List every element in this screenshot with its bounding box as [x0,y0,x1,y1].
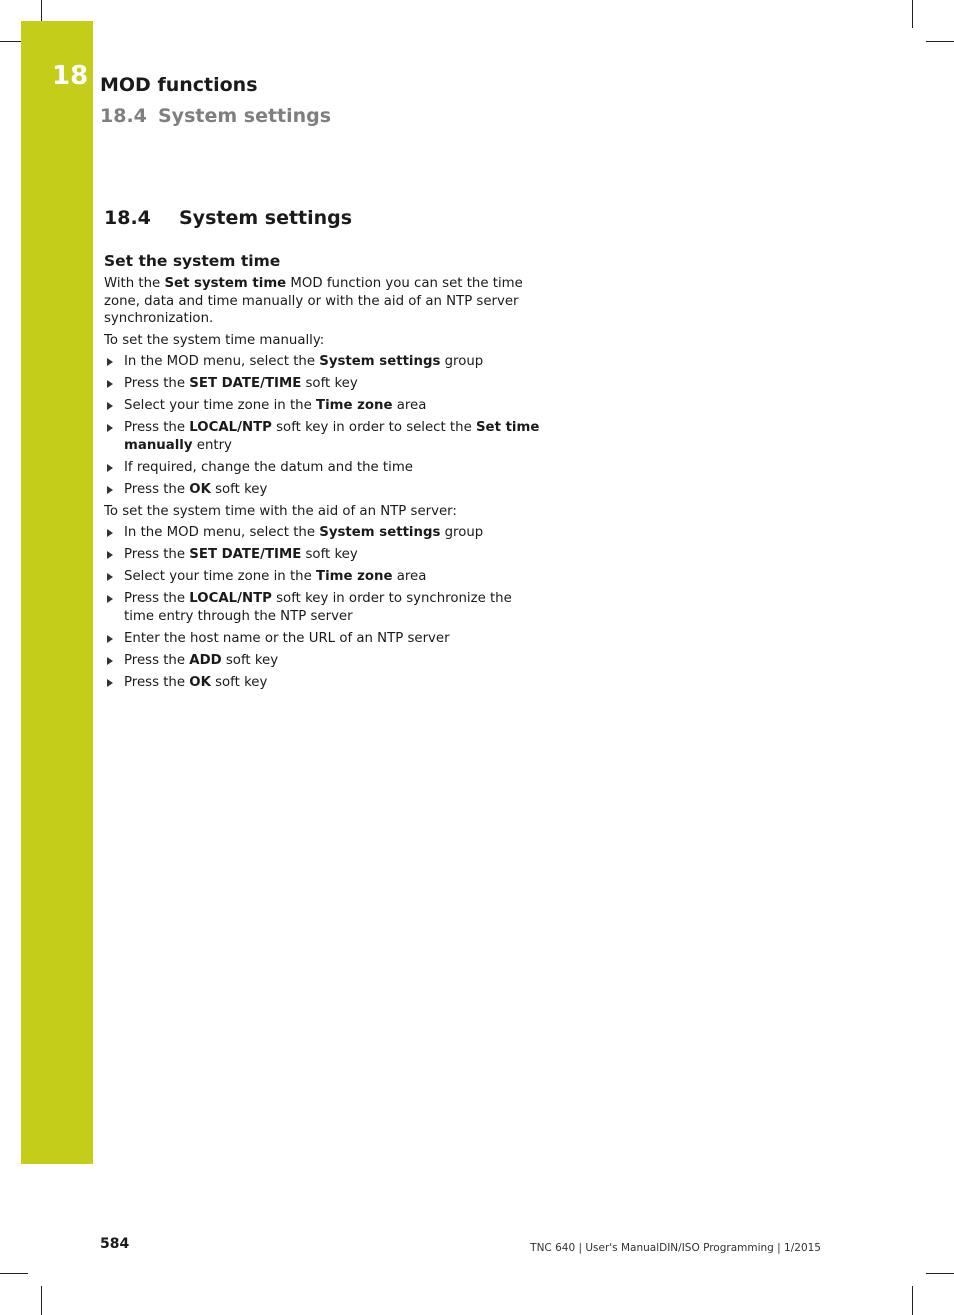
list-item: Press the LOCAL/NTP soft key in order to synchronize the time entry through the NTP server [104,590,544,625]
list-item: Press the OK soft key [104,674,544,692]
ntp-steps-list [104,524,544,691]
arrow-right-icon [107,424,113,432]
crop-mark [912,1286,913,1315]
list-item: Select your time zone in the Time zone area [104,397,544,415]
arrow-right-icon [107,380,113,388]
arrow-right-icon [107,529,113,537]
arrow-right-icon [107,486,113,494]
list-item: Press the SET DATE/TIME soft key [104,546,544,564]
list-item: Enter the host name or the URL of an NTP server [104,630,544,648]
arrow-right-icon [107,635,113,643]
chapter-sidebar [21,21,93,1164]
list-item: Press the SET DATE/TIME soft key [104,375,544,393]
running-header-section-number: 18.4 [100,105,147,127]
ntp-lead: To set the system time with the aid of an NTP server: [104,503,457,519]
crop-mark [41,1286,42,1315]
intro-paragraph: With the Set system time MOD function you can set the time zone, data and time manually or with the aid of an NTP server synchronization. [104,276,523,327]
crop-mark [926,41,954,42]
arrow-right-icon [107,573,113,581]
crop-mark [0,1273,28,1274]
crop-mark [926,1273,954,1274]
list-item: In the MOD menu, select the System settings group [104,524,544,542]
list-item: If required, change the datum and the time [104,459,544,477]
list-item: Press the ADD soft key [104,652,544,670]
running-header-section-title: System settings [158,105,332,127]
list-item: In the MOD menu, select the System settings group [104,353,544,371]
arrow-right-icon [107,657,113,665]
chapter-number: 18 [52,61,89,91]
main-content [104,204,544,696]
crop-mark [41,0,42,21]
arrow-right-icon [107,402,113,410]
arrow-right-icon [107,464,113,472]
list-item: Press the LOCAL/NTP soft key in order to select the Set time manually entry [104,419,544,454]
footer-text: TNC 640 | User's ManualDIN/ISO Programming | 1/2015 [530,1242,821,1254]
section-title [104,204,544,232]
subsection-title: Set the system time [104,252,281,270]
manual-steps-list [104,353,544,498]
running-header-chapter: MOD functions [100,74,258,96]
section-title-text: System settings [179,207,353,229]
crop-mark [0,41,21,42]
section-number: 18.4 [104,207,151,229]
crop-mark [912,0,913,28]
page-number: 584 [100,1236,130,1252]
arrow-right-icon [107,358,113,366]
arrow-right-icon [107,595,113,603]
arrow-right-icon [107,551,113,559]
running-header-section [100,103,331,129]
arrow-right-icon [107,679,113,687]
manual-lead: To set the system time manually: [104,332,325,348]
list-item: Select your time zone in the Time zone area [104,568,544,586]
list-item: Press the OK soft key [104,481,544,499]
